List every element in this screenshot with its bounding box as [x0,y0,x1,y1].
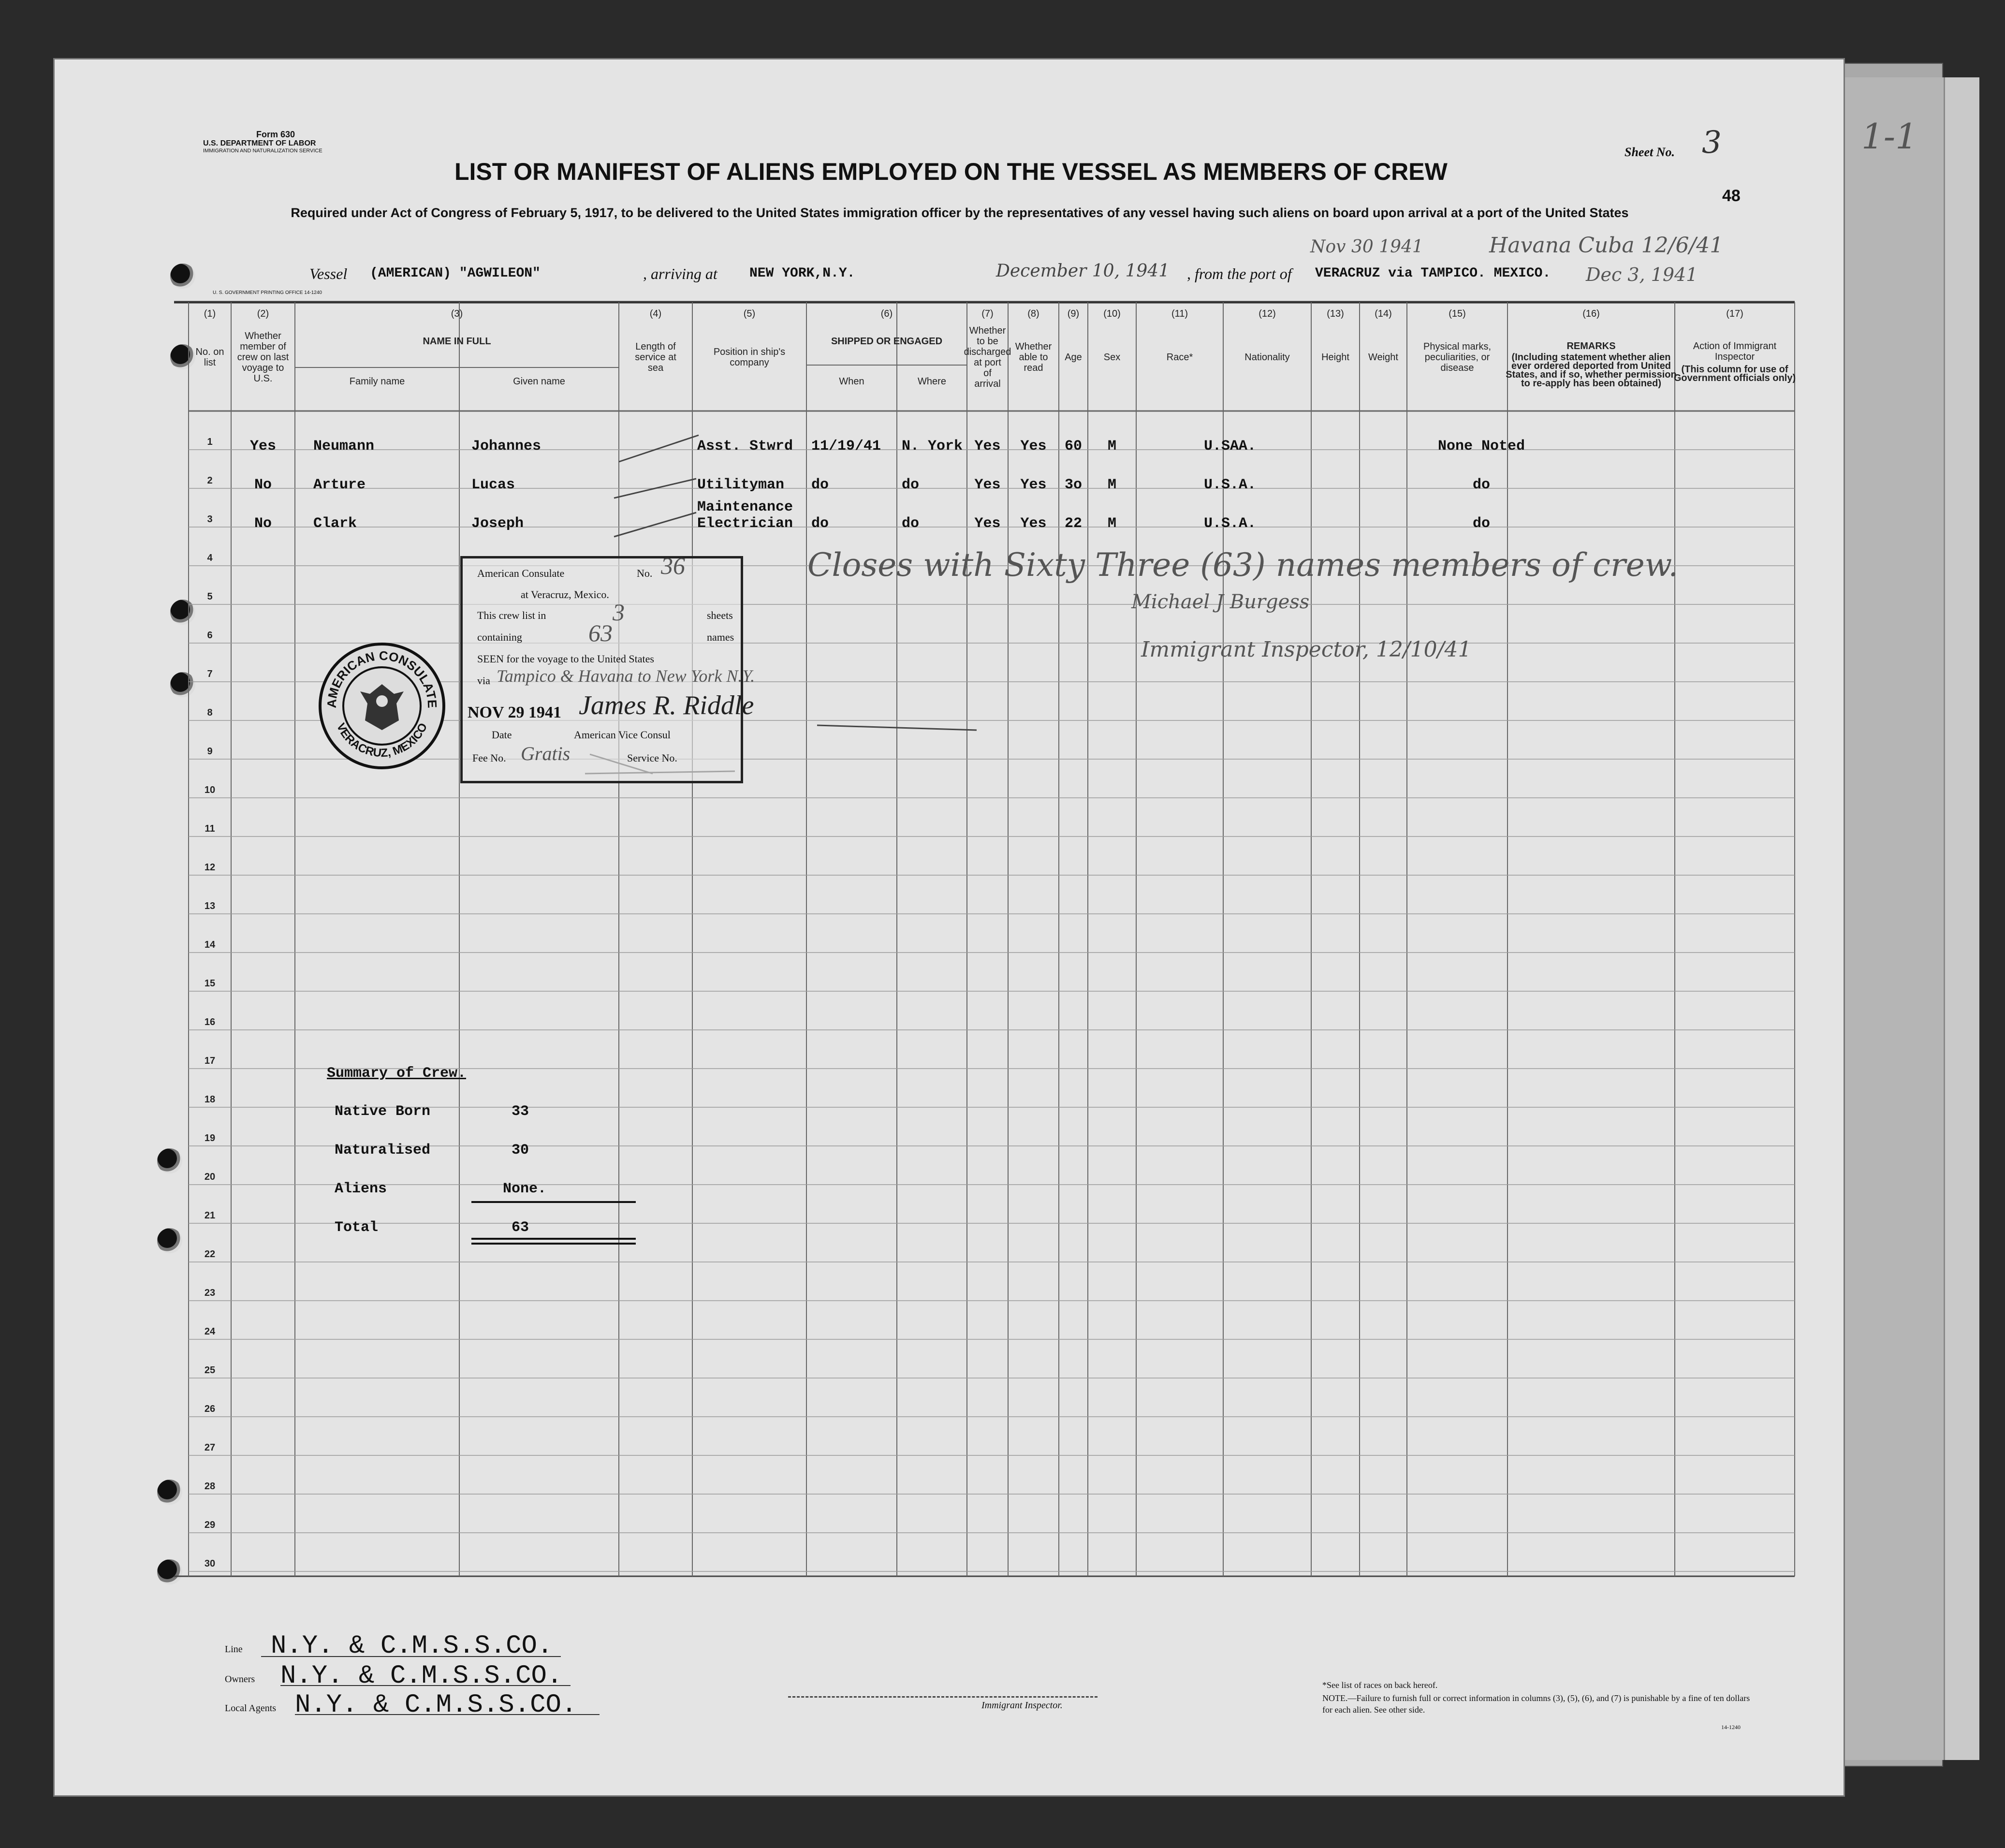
cell-last_voyage: Yes [249,438,277,455]
stamp-signature: James R. Riddle [579,690,754,720]
cell-read: Yes [1020,515,1047,532]
column-header: peculiarities, or [1424,352,1490,363]
column-header: Length of [635,341,676,352]
row-number: 17 [204,1056,216,1066]
cell-age: 60 [1064,438,1083,455]
summary-label: Total [335,1219,379,1236]
row-number: 12 [204,862,216,873]
column-header: No. on [195,347,224,357]
cell-family: Neumann [313,438,375,455]
column-header: Nationality [1244,352,1290,363]
column-header: voyage to [242,363,284,373]
column-header: to be [977,336,998,347]
agents-name: N.Y. & C.M.S.S.CO. [295,1690,577,1720]
column-header: Age [1065,352,1082,363]
column-number: (5) [743,308,756,319]
cell-family: Clark [313,515,357,532]
stamp-sheets-label: sheets [707,609,733,621]
stamp-names-count: 63 [588,619,613,646]
inspector-signature: Michael J Burgess [1131,591,1310,613]
summary-value: 30 [512,1142,529,1159]
column-header: company [730,357,769,368]
cell-nationality: U.S.A. [1204,515,1257,532]
column-header: read [1024,363,1043,373]
cell-read: Yes [1020,477,1047,493]
column-header: at port [974,357,1001,368]
stamp-sheets-count: 3 [613,599,625,626]
cell-nationality: U.SAA. [1204,438,1257,455]
column-header: Sex [1103,352,1121,363]
summary-value: 63 [512,1219,529,1236]
column-note: (This column for use of [1681,364,1788,375]
column-header: able to [1019,352,1048,363]
column-note: Government officials only) [1673,373,1796,383]
row-number: 14 [204,939,216,950]
cell-marks: do [1472,477,1491,493]
stamp-seen: SEEN for the voyage to the United States [477,653,654,665]
cell-age: 22 [1064,515,1083,532]
row-number: 11 [205,823,215,834]
cell-position: Asst. Stwrd [697,438,793,455]
cell-family: Arture [313,477,366,493]
cell-sex: M [1107,515,1117,532]
row-number: 5 [207,591,213,602]
summary-rules [464,1194,638,1247]
column-note: (Including statement whether alien [1511,352,1671,363]
seal-bottom-text: VERACRUZ, MEXICO [334,721,430,760]
stamp-service-label: Service No. [627,752,677,764]
sheet-label: Sheet No. [1624,145,1675,159]
form-number: Form 630 [256,130,295,139]
column-header: Height [1321,352,1349,363]
cell-when: 11/19/41 [811,438,881,455]
race-note: *See list of races on back hereof. [1322,1680,1438,1690]
column-header: crew on last [237,352,289,363]
column-number: (1) [204,308,216,319]
stamp-consulate: American Consulate [477,567,565,579]
stamp-list-label: This crew list in [477,609,546,621]
corner-mark: 1-1 [1861,116,1917,157]
handwritten-havana: Havana Cuba 12/6/41 [1489,233,1724,258]
row-number: 7 [207,669,213,679]
column-header: Whether [1015,341,1052,352]
column-header: arrival [974,379,1001,389]
inspector-label: Immigrant Inspector. [981,1700,1063,1711]
cell-position: Utilityman [697,477,785,493]
handwritten-date-1: Nov 30 1941 [1310,237,1423,257]
inspector-date-line: Immigrant Inspector, 12/10/41 [1141,637,1472,662]
row-number: 15 [204,978,216,989]
row-number: 13 [204,901,216,911]
stamp-names-label: names [707,631,734,643]
agents-label: Local Agents [225,1703,277,1714]
cell-nationality: U.S.A. [1204,477,1257,493]
column-header: Weight [1368,352,1398,363]
line-name: N.Y. & C.M.S.S.CO. [271,1631,553,1661]
column-number: (10) [1103,308,1121,319]
stamp-fee-label: Fee No. [472,752,506,764]
form-title: LIST OR MANIFEST OF ALIENS EMPLOYED ON THE VESSEL AS MEMBERS OF CREW [454,158,1448,185]
summary-value: 33 [512,1103,529,1120]
column-note: to re-apply has been obtained) [1521,378,1662,389]
cell-where: N. York [902,438,963,455]
column-number: (15) [1449,308,1466,319]
row-number: 30 [204,1558,216,1569]
arrival-date: December 10, 1941 [996,261,1170,281]
row-number: 25 [204,1365,216,1376]
page-number: 48 [1722,187,1741,205]
footer-rules [261,1654,619,1716]
row-number: 28 [204,1481,216,1492]
column-number: (4) [649,308,662,319]
cell-last_voyage: No [254,477,272,493]
cell-where: do [902,477,920,493]
cell-marks: None Noted [1437,438,1525,455]
cell-last_voyage: No [254,515,272,532]
cell-when: do [811,477,829,493]
column-header: Inspector [1714,352,1755,362]
form-code: 14-1240 [1721,1724,1741,1731]
column-header: Whether [245,331,281,341]
column-subheader: Given name [513,376,565,387]
row-number: 2 [207,475,213,486]
column-header: REMARKS [1566,341,1616,352]
stamp-date-label: Date [492,729,512,741]
column-subheader: Where [918,376,946,387]
cell-marks: do [1472,515,1491,532]
line-label: Line [225,1644,243,1655]
column-subheader: Family name [349,376,405,387]
column-header: Physical marks, [1423,341,1492,352]
summary-value: None. [503,1181,547,1197]
summary-label: Naturalised [335,1142,431,1159]
cell-discharged: Yes [974,477,1001,493]
fine-note: NOTE.—Failure to furnish full or correct information in columns (3), (5), (6), and (7) is punishable by a fine of ten dollars for each alien. See other side. [1322,1693,1750,1715]
column-number: (16) [1582,308,1600,319]
stamp-vice-consul: American Vice Consul [574,729,671,741]
column-note: States, and if so, whether permission [1506,369,1677,380]
owners-name: N.Y. & C.M.S.S.CO. [280,1661,563,1691]
column-header: Whether [969,325,1006,336]
cell-age: 3o [1064,477,1083,493]
arrival-port: NEW YORK,N.Y. [749,266,855,281]
row-number: 24 [204,1326,216,1337]
arriving-label: , arriving at [643,265,717,282]
column-header: NAME IN FULL [423,336,491,347]
cell-discharged: Yes [974,515,1001,532]
column-header: Action of Immigrant [1693,341,1777,352]
stamp-via-label: via [477,675,490,687]
from-port-label: , from the port of [1187,265,1292,282]
row-number: 6 [207,630,213,641]
column-number: (6) [880,308,893,319]
column-header: of [983,368,992,379]
cell-sex: M [1107,477,1117,493]
row-number: 18 [204,1094,216,1105]
departure-port: VERACRUZ via TAMPICO. MEXICO. [1315,266,1551,281]
row-number: 20 [204,1172,216,1182]
closing-note: Closes with Sixty Three (63) names members of crew. [807,546,1679,584]
summary-label: Aliens [335,1181,387,1197]
vessel-label: Vessel [309,265,348,282]
row-number: 22 [204,1249,216,1260]
row-number: 29 [204,1520,216,1530]
column-number: (14) [1375,308,1392,319]
column-number: (3) [451,308,463,319]
cell-position: Electrician [697,515,793,532]
row-number: 27 [204,1442,216,1453]
column-number: (9) [1067,308,1080,319]
cell-given: Johannes [471,438,541,455]
column-number: (11) [1171,308,1188,319]
service: IMMIGRATION AND NATURALIZATION SERVICE [203,148,322,154]
summary-title: Summary of Crew. [327,1065,467,1082]
owners-label: Owners [225,1674,255,1685]
column-header: service at [635,352,676,363]
form-subtitle: Required under Act of Congress of February 5, 1917, to be delivered to the United States immigration officer by the representatives of any vessel having such aliens on board upon arrival at a port of the United States [291,205,1629,220]
cell-when: do [811,515,829,532]
cell-position: Maintenance [697,499,793,515]
sheet-number: 3 [1702,125,1722,161]
cell-sex: M [1107,438,1117,455]
vessel-name: (AMERICAN) "AGWILEON" [370,266,541,281]
column-header: member of [240,341,286,352]
column-header: discharged [964,347,1011,357]
stamp-date: NOV 29 1941 [468,704,561,721]
row-number: 4 [207,553,213,563]
cell-where: do [902,515,920,532]
stamp-fee: Gratis [521,743,571,764]
consulate-stamp [460,552,755,783]
column-subheader: When [839,376,864,387]
column-number: (7) [981,308,994,319]
department: U.S. DEPARTMENT OF LABOR [203,139,316,147]
printing-office: U. S. GOVERNMENT PRINTING OFFICE 14-1240 [213,290,322,295]
row-number: 3 [207,514,213,525]
row-number: 9 [207,746,213,757]
row-number: 21 [204,1210,216,1221]
handwritten-date-2: Dec 3, 1941 [1586,264,1698,285]
row-number: 23 [204,1288,216,1298]
column-header: list [204,357,216,368]
column-header: SHIPPED OR ENGAGED [831,336,943,347]
column-number: (8) [1027,308,1039,319]
column-number: (2) [257,308,269,319]
row-number: 19 [204,1133,216,1144]
row-number: 26 [204,1404,216,1414]
stamp-number: 36 [661,552,685,579]
column-header: Race* [1166,352,1193,363]
cell-given: Joseph [471,515,524,532]
column-header: Position in ship's [713,347,786,357]
row-number: 1 [207,437,213,447]
inspector-signature-line [788,1696,1098,1698]
cell-given: Lucas [471,477,515,493]
column-header: sea [647,363,664,373]
column-number: (17) [1726,308,1743,319]
stamp-no-label: No. [637,567,653,579]
stamp-containing-label: containing [477,631,522,643]
seal-top-text: AMERICAN CONSULATE [324,648,440,709]
summary-label: Native Born [335,1103,431,1120]
row-number: 8 [207,707,213,718]
column-header: disease [1440,363,1474,373]
column-header: U.S. [253,373,273,384]
row-number: 10 [204,785,216,795]
column-note: ever ordered deported from United [1511,361,1671,371]
row-number: 16 [204,1017,216,1027]
stamp-location: at Veracruz, Mexico. [521,588,609,601]
column-number: (13) [1327,308,1344,319]
consulate-seal [317,641,447,771]
cell-discharged: Yes [974,438,1001,455]
cell-read: Yes [1020,438,1047,455]
stamp-route: Tampico & Havana to New York N.Y. [497,666,755,686]
column-number: (12) [1259,308,1276,319]
